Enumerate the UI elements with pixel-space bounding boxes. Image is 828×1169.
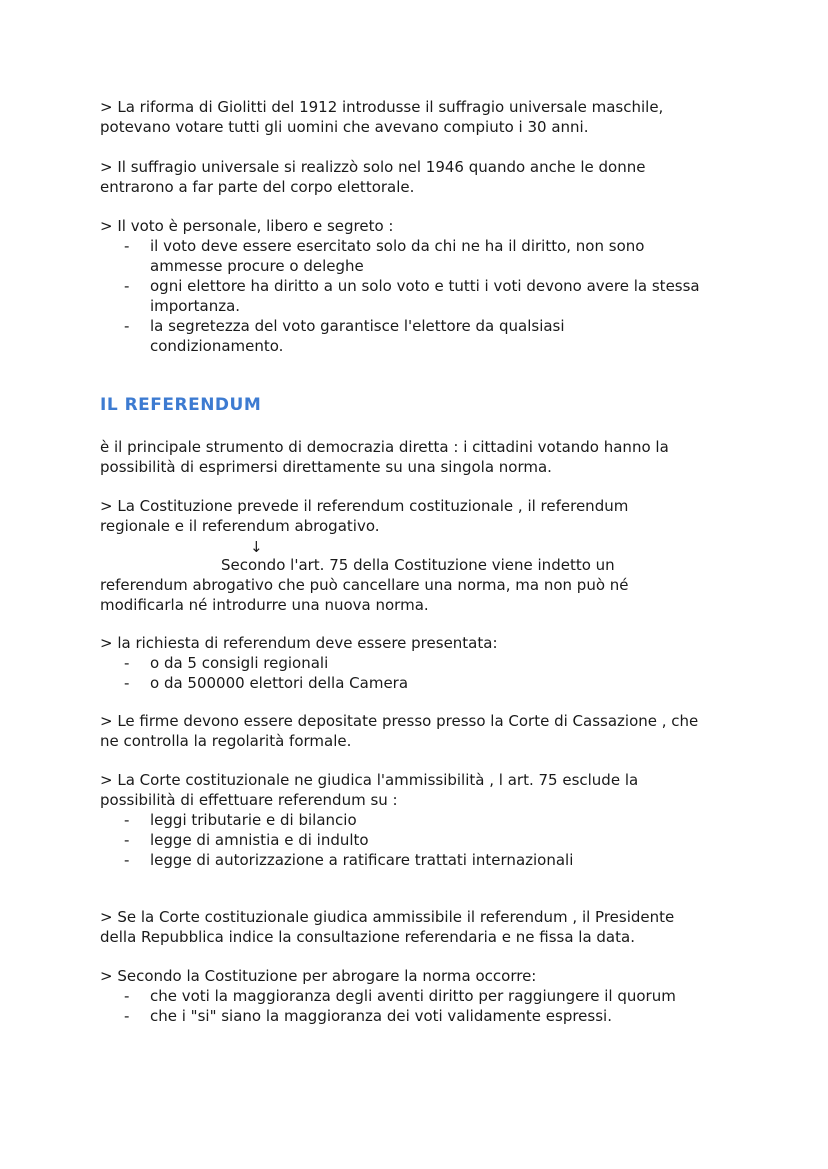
paragraph-vote-properties: > Il voto è personale, libero e segreto :: [100, 217, 394, 235]
list-item: - ogni elettore ha diritto a un solo voto e tutti i voti devono avere la stessa importanza.: [124, 277, 700, 315]
down-arrow-icon: ↓: [250, 538, 263, 556]
list-item: - il voto deve essere esercitato solo da chi ne ha il diritto, non sono ammesse procure o deleghe: [124, 237, 645, 275]
list-item: - legge di amnistia e di indulto: [124, 831, 369, 849]
paragraph-article-75: Secondo l'art. 75 della Costituzione viene indetto un referendum abrogativo che può cancellare una norma, ma non può né modificarla né introdurre una nuova norma.: [100, 556, 629, 614]
list-item: - che i "si" siano la maggioranza dei voti validamente espressi.: [124, 1007, 612, 1025]
paragraph-giolitti-reform: > La riforma di Giolitti del 1912 introdusse il suffragio universale maschile, potevano votare tutti gli uomini che avevano compiuto i 30 anni.: [100, 98, 664, 136]
referendum-request-list: [100, 653, 740, 693]
abrogation-requirements-list: [100, 986, 740, 1026]
paragraph-referendum-request: > la richiesta di referendum deve essere presentata:: [100, 634, 498, 652]
paragraph-referendum-types: > La Costituzione prevede il referendum costituzionale , il referendum regionale e il referendum abrogativo.: [100, 497, 629, 535]
list-item: - la segretezza del voto garantisce l'elettore da qualsiasi condizionamento.: [124, 317, 565, 355]
excluded-laws-list: [100, 810, 740, 870]
paragraph-referendum-definition: è il principale strumento di democrazia diretta : i cittadini votando hanno la possibilità di esprimersi direttamente su una singola norma.: [100, 438, 669, 476]
list-item: - o da 500000 elettori della Camera: [124, 674, 409, 692]
paragraph-signatures: > Le firme devono essere depositate presso presso la Corte di Cassazione , che ne controlla la regolarità formale.: [100, 712, 699, 750]
vote-properties-list: [100, 236, 740, 356]
list-item: - legge di autorizzazione a ratificare trattati internazionali: [124, 851, 574, 869]
section-heading-referendum: IL REFERENDUM: [100, 395, 262, 415]
list-item: - leggi tributarie e di bilancio: [124, 811, 357, 829]
paragraph-universal-suffrage: > Il suffragio universale si realizzò solo nel 1946 quando anche le donne entrarono a far parte del corpo elettorale.: [100, 158, 646, 196]
list-item: - che voti la maggioranza degli aventi diritto per raggiungere il quorum: [124, 987, 676, 1005]
paragraph-admissibility: > La Corte costituzionale ne giudica l'ammissibilità , l art. 75 esclude la possibilità di effettuare referendum su :: [100, 771, 639, 809]
list-item: - o da 5 consigli regionali: [124, 654, 329, 672]
paragraph-president: > Se la Corte costituzionale giudica ammissibile il referendum , il Presidente della Repubblica indice la consultazione referendaria e ne fissa la data.: [100, 908, 675, 946]
paragraph-abrogation-requirements: > Secondo la Costituzione per abrogare la norma occorre:: [100, 967, 537, 985]
